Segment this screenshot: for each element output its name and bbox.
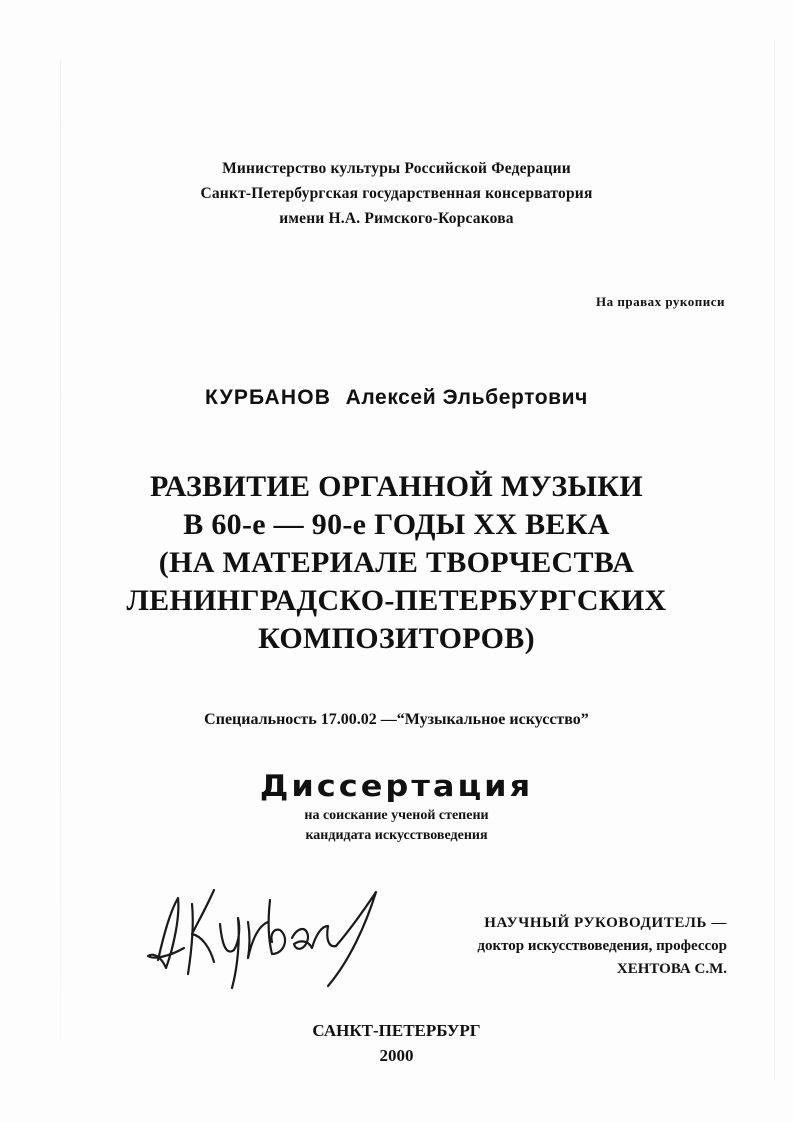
- year: 2000: [379, 1046, 414, 1065]
- title-line: В 60-е — 90-е ГОДЫ XX ВЕКА: [183, 508, 610, 541]
- signature-icon: [140, 864, 380, 994]
- supervisor-position: доктор искусствоведения, профессор: [477, 938, 727, 954]
- document-type-heading: Диссертация: [259, 768, 534, 804]
- author-given-names: Алексей Эльбертович: [345, 386, 588, 409]
- degree-line-2: кандидата искусствоведения: [305, 828, 488, 843]
- ministry-line: Министерство культуры Российской Федерации: [222, 160, 571, 177]
- degree-line-1: на соискание ученой степени: [304, 808, 489, 823]
- named-after-line: имени Н.А. Римского-Корсакова: [279, 210, 514, 227]
- publication-place-year: [0, 1018, 793, 1068]
- dissertation-title: [0, 468, 793, 658]
- specialty-line: Специальность 17.00.02 —“Музыкальное искусство”: [204, 711, 589, 728]
- supervisor-title: НАУЧНЫЙ РУКОВОДИТЕЛЬ —: [484, 915, 727, 931]
- supervisor-name: ХЕНТОВА С.М.: [616, 961, 727, 977]
- manuscript-rights-note: На правах рукописи: [596, 294, 725, 309]
- scientific-supervisor: [477, 912, 727, 981]
- title-line: ЛЕНИНГРАДСКО-ПЕТЕРБУРГСКИХ: [126, 584, 667, 617]
- institution-header: [0, 156, 793, 231]
- author-surname: КУРБАНОВ: [205, 386, 332, 409]
- title-line: (НА МАТЕРИАЛЕ ТВОРЧЕСТВА: [158, 546, 635, 579]
- title-line: РАЗВИТИЕ ОРГАННОЙ МУЗЫКИ: [150, 470, 643, 503]
- author-name: [0, 386, 793, 410]
- title-line: КОМПОЗИТОРОВ): [258, 622, 535, 655]
- city-name: САНКТ-ПЕТЕРБУРГ: [312, 1021, 481, 1040]
- degree-description: [0, 806, 793, 846]
- conservatory-line: Санкт-Петербургская государственная консерватория: [200, 185, 593, 202]
